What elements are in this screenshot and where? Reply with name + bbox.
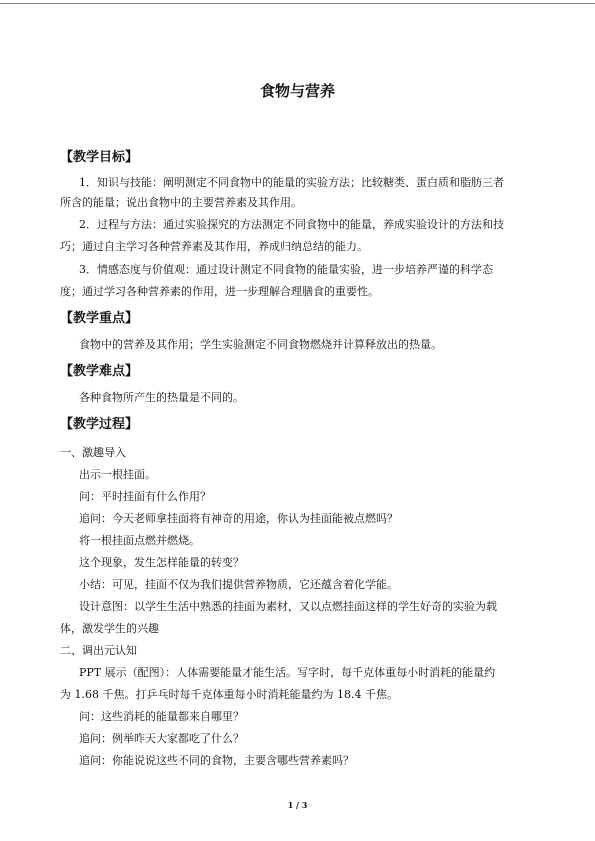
process-line: 这个现象，发生怎样能量的转变？ — [79, 556, 244, 569]
goal-line: 度；通过学习各种营养素的作用，进一步理解合理膳食的重要性。 — [60, 285, 379, 298]
process-line: PPT 展示（配图）：人体需要能量才能生活。写字时，每千克体重每小时消耗的能量约 — [79, 666, 496, 679]
process-line: 将一根挂面点燃并燃烧。 — [79, 534, 200, 547]
process-line: 问：平时挂面有什么作用？ — [79, 490, 211, 503]
section-heading-process: 【教学过程】 — [60, 417, 139, 432]
process-line: 追问：你能说说这些不同的食物，主要含哪些营养素吗？ — [79, 754, 354, 767]
goal-line: 巧；通过自主学习各种营养素及其作用，养成归纳总结的能力。 — [60, 240, 368, 253]
process-line: 小结：可见，挂面不仅为我们提供营养物质，它还蕴含着化学能。 — [79, 578, 398, 591]
page-top-rule — [0, 3, 595, 4]
section-heading-key: 【教学重点】 — [60, 311, 139, 326]
section-heading-goals: 【教学目标】 — [60, 150, 139, 165]
page-title: 食物与营养 — [259, 82, 335, 100]
goal-line: 所含的能量；说出食物中的主要营养素及其作用。 — [60, 196, 302, 209]
difficulty-text: 各种食物所产生的热量是不同的。 — [79, 391, 244, 404]
key-text: 食物中的营养及其作用；学生实验测定不同食物燃烧并计算释放出的热量。 — [79, 338, 442, 351]
goal-line: 1．知识与技能：阐明测定不同食物中的能量的实验方法；比较糖类、蛋白质和脂肪三者 — [79, 176, 504, 189]
process-line: 出示一根挂面。 — [79, 468, 156, 481]
process-line: 为 1.68 千焦。打乒乓时每千克体重每小时消耗能量约为 18.4 千焦。 — [60, 688, 398, 701]
page-number: 1 / 3 — [287, 800, 308, 810]
process-line: 追问：今天老师拿挂面将有神奇的用途，你认为挂面能被点燃吗？ — [79, 512, 398, 525]
goal-line: 2．过程与方法：通过实验探究的方法测定不同食物中的能量，养成实验设计的方法和技 — [79, 218, 504, 231]
process-line: 设计意图：以学生生活中熟悉的挂面为素材，又以点燃挂面这样的学生好奇的实验为载 — [79, 600, 497, 613]
goal-line: 3．情感态度与价值观：通过设计测定不同食物的能量实验，进一步培养严谨的科学态 — [79, 263, 493, 276]
section-heading-difficulty: 【教学难点】 — [60, 364, 139, 379]
process-line: 追问：例举昨天大家都吃了什么？ — [79, 732, 244, 745]
process-line: 问：这些消耗的能量都来自哪里？ — [79, 710, 244, 723]
process-subheading: 一、激趣导入 — [60, 446, 126, 459]
process-subheading: 二、调出元认知 — [60, 644, 137, 657]
process-line: 体，激发学生的兴趣 — [60, 622, 159, 635]
